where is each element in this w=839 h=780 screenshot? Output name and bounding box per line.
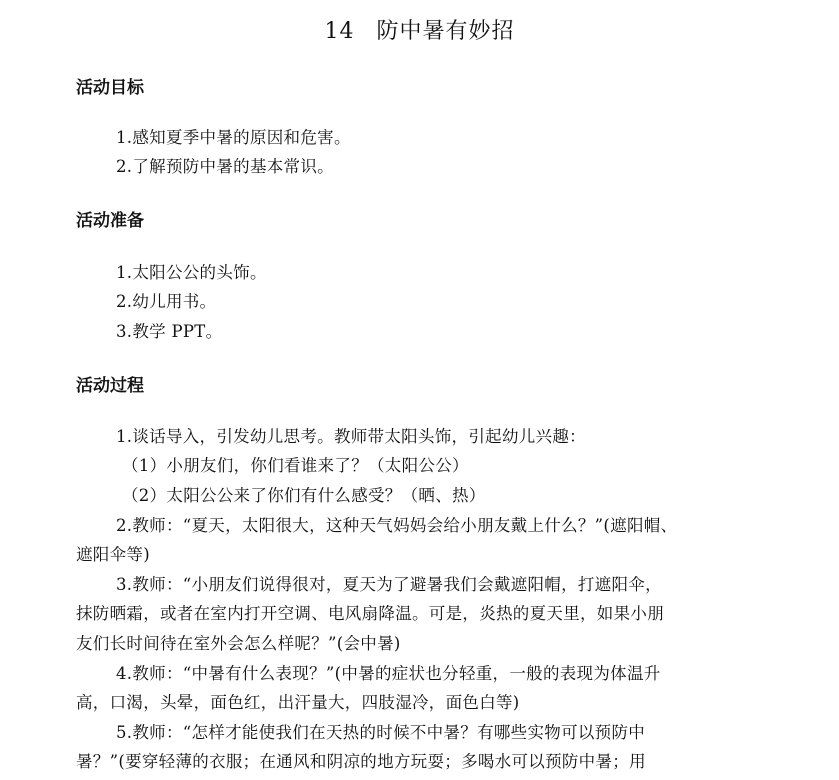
goal-item: 2.了解预防中暑的基本常识。 [116, 157, 334, 176]
process-line: （2）太阳公公来了你们有什么感受？（晒、热） [122, 486, 486, 505]
process-line: 友们长时间待在室外会怎么样呢？”(会中暑) [76, 634, 401, 653]
process-line: 1.谈话导入，引发幼儿思考。教师带太阳头饰，引起幼儿兴趣： [116, 427, 586, 446]
process-line: 抹防晒霜，或者在室内打开空调、电风扇降温。可是，炎热的夏天里，如果小朋 [76, 604, 664, 623]
process-line: 高，口渴，头晕，面色红，出汗量大，四肢湿冷，面色白等) [76, 693, 520, 712]
lesson-title: 防中暑有妙招 [376, 19, 515, 44]
process-line: 暑？”(要穿轻薄的衣服；在通风和阴凉的地方玩耍；多喝水可以预防中暑；用 [76, 752, 646, 771]
process-line: （1）小朋友们，你们看谁来了？（太阳公公） [122, 456, 469, 475]
process-line: 5.教师：“怎样才能使我们在天热的时候不中暑？有哪些实物可以预防中 [116, 723, 646, 742]
prep-item: 3.教学 PPT。 [116, 322, 223, 341]
prep-item: 1.太阳公公的头饰。 [116, 263, 267, 282]
process-line: 4.教师：“中暑有什么表现？”(中暑的症状也分轻重，一般的表现为体温升 [116, 664, 661, 683]
process-line: 2.教师：“夏天，太阳很大，这种天气妈妈会给小朋友戴上什么？”(遮阳帽、 [116, 516, 678, 535]
process-heading: 活动过程 [76, 376, 144, 396]
goal-item: 1.感知夏季中暑的原因和危害。 [116, 128, 351, 147]
goals-heading: 活动目标 [76, 78, 144, 98]
lesson-number: 14 [324, 19, 355, 44]
page-title [0, 14, 839, 45]
process-line: 3.教师：“小朋友们说得很对，夏天为了避暑我们会戴遮阳帽，打遮阳伞， [116, 575, 662, 594]
process-line: 遮阳伞等) [76, 545, 150, 564]
prep-item: 2.幼儿用书。 [116, 292, 217, 311]
prep-heading: 活动准备 [76, 211, 144, 231]
